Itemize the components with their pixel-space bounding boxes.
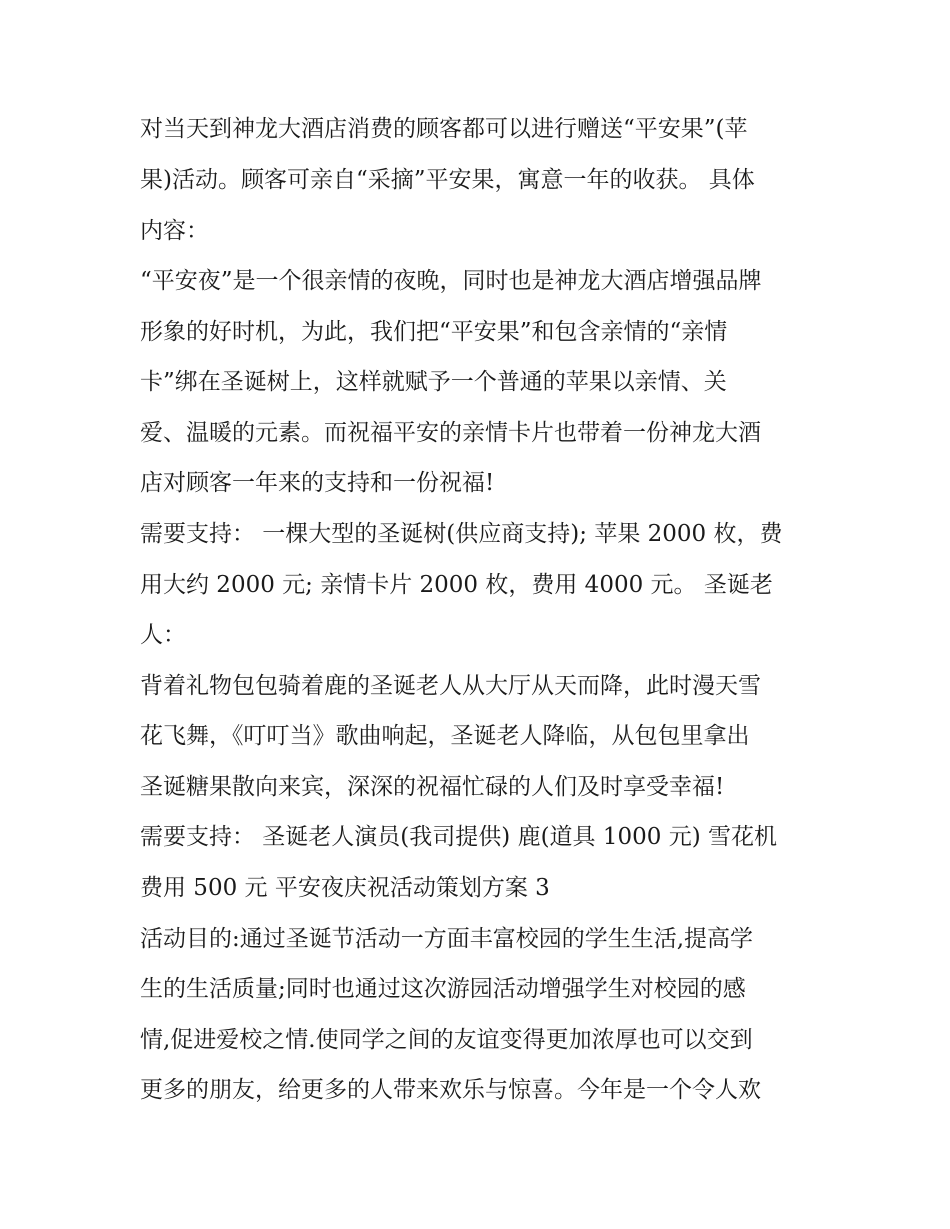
text-line: 果)活动。顾客可亲自“采摘”平安果，寓意一年的收获。 具体 bbox=[140, 167, 755, 193]
text-line: 爱、温暖的元素。而祝福平安的亲情卡片也带着一份神龙大酒 bbox=[140, 420, 761, 446]
text-line: 需要支持： 一棵大型的圣诞树(供应商支持); 苹果 2000 枚，费 bbox=[140, 521, 783, 547]
text-line: 花飞舞，《叮叮当》歌曲响起，圣诞老人降临，从包包里拿出 bbox=[140, 723, 750, 749]
text-line: 生的生活质量;同时也通过这次游园活动增强学生对校园的感 bbox=[140, 976, 746, 1002]
text-line: 圣诞糖果散向来宾，深深的祝福忙碌的人们及时享受幸福! bbox=[140, 774, 725, 800]
text-line: 对当天到神龙大酒店消费的顾客都可以进行赠送“平安果”(苹 bbox=[140, 116, 748, 142]
text-line: 用大约 2000 元; 亲情卡片 2000 枚，费用 4000 元。 圣诞老 bbox=[140, 572, 773, 598]
text-line: “平安夜”是一个很亲情的夜晚，同时也是神龙大酒店增强品牌 bbox=[140, 268, 762, 294]
text-line: 更多的朋友，给更多的人带来欢乐与惊喜。今年是一个令人欢 bbox=[140, 1077, 761, 1103]
text-line: 费用 500 元 平安夜庆祝活动策划方案 3 bbox=[140, 875, 550, 901]
text-line: 活动目的:通过圣诞节活动一方面丰富校园的学生生活,提高学 bbox=[140, 926, 754, 952]
text-line: 背着礼物包包骑着鹿的圣诞老人从大厅从天而降，此时漫天雪 bbox=[140, 673, 761, 699]
text-line: 形象的好时机，为此，我们把“平安果”和包含亲情的“亲情 bbox=[140, 319, 728, 345]
text-line: 店对顾客一年来的支持和一份祝福! bbox=[140, 470, 495, 496]
text-line: 卡”绑在圣诞树上，这样就赋予一个普通的苹果以亲情、关 bbox=[140, 369, 727, 395]
text-line: 内容： bbox=[140, 218, 209, 244]
text-line: 情,促进爱校之情.使同学之间的友谊变得更加浓厚也可以交到 bbox=[140, 1027, 753, 1053]
text-line: 人： bbox=[140, 622, 186, 648]
text-line: 需要支持： 圣诞老人演员(我司提供) 鹿(道具 1000 元) 雪花机 bbox=[140, 824, 777, 850]
